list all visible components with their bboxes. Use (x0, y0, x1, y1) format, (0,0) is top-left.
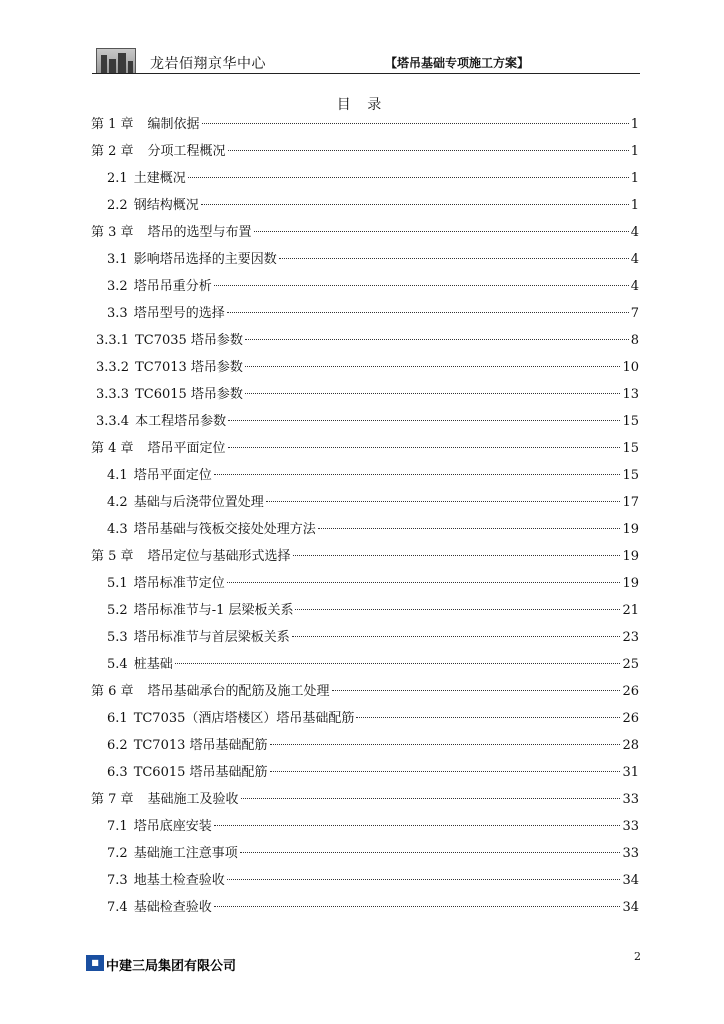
toc-entry-text: 影响塔吊选择的主要因数 (133, 252, 277, 267)
toc-entry-label (96, 381, 243, 408)
toc-leader-dots (188, 177, 629, 178)
toc-entry-page: 19 (622, 576, 639, 591)
toc-entry-page: 34 (622, 873, 639, 888)
toc-leader-dots (227, 582, 621, 583)
toc-entry-number: 第 4 章 (91, 441, 134, 456)
toc-entry-number: 第 7 章 (91, 792, 134, 807)
toc-entry-text: 塔吊的选型与布置 (147, 225, 252, 240)
toc-entry-number: 第 3 章 (91, 225, 134, 240)
toc-entry[interactable] (91, 597, 639, 624)
project-name: 龙岩佰翔京华中心 (150, 56, 266, 72)
toc-entry[interactable] (91, 273, 639, 300)
toc-entry-number: 7.2 (107, 846, 128, 861)
toc-entry-page: 28 (622, 738, 639, 753)
toc-entry-number: 6.2 (107, 738, 128, 753)
toc-entry-text: TC6015 塔吊参数 (135, 387, 243, 402)
toc-entry-number: 2.2 (107, 198, 128, 213)
toc-leader-dots (201, 204, 629, 205)
toc-entry[interactable] (91, 327, 639, 354)
toc-leader-dots (228, 150, 629, 151)
toc-entry-text: 塔吊标准节与首层梁板关系 (133, 630, 290, 645)
toc-leader-dots (175, 663, 621, 664)
toc-entry-number: 3.3.1 (96, 333, 130, 348)
toc-entry[interactable] (91, 894, 639, 921)
toc-entry-page: 34 (622, 900, 639, 915)
toc-entry-page: 8 (630, 333, 639, 348)
toc-entry[interactable] (91, 570, 639, 597)
toc-entry-page: 13 (622, 387, 639, 402)
toc-entry-label (107, 489, 264, 516)
toc-entry-page: 7 (630, 306, 639, 321)
toc-leader-dots (318, 528, 621, 529)
toc-entry-label (107, 516, 316, 543)
toc-entry-label (107, 597, 293, 624)
toc-leader-dots (214, 825, 621, 826)
document-title: 【塔吊基础专项施工方案】 (385, 56, 530, 70)
toc-entry[interactable] (91, 678, 639, 705)
toc-leader-dots (214, 285, 629, 286)
toc-entry-page: 4 (630, 225, 639, 240)
toc-entry-number: 第 1 章 (91, 117, 134, 132)
toc-entry-number: 3.3.4 (96, 414, 130, 429)
page-header (92, 42, 640, 76)
toc-entry-label (107, 867, 225, 894)
toc-entry-page: 15 (622, 468, 639, 483)
toc-entry-label (91, 678, 330, 705)
toc-entry[interactable] (91, 867, 639, 894)
toc-leader-dots (228, 447, 621, 448)
toc-leader-dots (240, 852, 621, 853)
page-number: 2 (634, 950, 641, 963)
toc-entry-label (91, 111, 200, 138)
toc-leader-dots (227, 312, 629, 313)
toc-entry[interactable] (91, 732, 639, 759)
toc-entry[interactable] (91, 624, 639, 651)
toc-entry-label (91, 138, 226, 165)
toc-entry-text: 塔吊定位与基础形式选择 (147, 549, 291, 564)
toc-entry-label (107, 894, 212, 921)
toc-entry-page: 15 (622, 414, 639, 429)
toc-entry-page: 33 (622, 819, 639, 834)
toc-entry-number: 4.3 (107, 522, 128, 537)
toc-entry-text: 塔吊平面定位 (147, 441, 226, 456)
toc-entry-page: 19 (622, 549, 639, 564)
toc-entry[interactable] (91, 489, 639, 516)
toc-entry-label (107, 165, 186, 192)
toc-leader-dots (245, 366, 621, 367)
toc-leader-dots (292, 636, 621, 637)
toc-entry-number: 2.1 (107, 171, 128, 186)
toc-entry-label (107, 840, 238, 867)
toc-entry-text: 塔吊标准节定位 (133, 576, 225, 591)
toc-entry-label (107, 705, 354, 732)
toc-entry-page: 4 (630, 279, 639, 294)
toc-leader-dots (356, 717, 620, 718)
toc-entry-page: 1 (630, 117, 639, 132)
toc-entry[interactable] (91, 138, 639, 165)
toc-entry-page: 19 (622, 522, 639, 537)
toc-entry-text: 钢结构概况 (133, 198, 199, 213)
toc-entry-text: 基础与后浇带位置处理 (133, 495, 264, 510)
toc-leader-dots (214, 906, 621, 907)
toc-entry-text: 基础施工及验收 (147, 792, 239, 807)
toc-entry-number: 第 5 章 (91, 549, 134, 564)
toc-leader-dots (266, 501, 621, 502)
toc-entry-text: TC6015 塔吊基础配筋 (133, 765, 268, 780)
toc-entry-label (107, 570, 225, 597)
toc-entry-text: 基础施工注意事项 (133, 846, 238, 861)
toc-entry-label (96, 327, 243, 354)
toc-entry-number: 6.3 (107, 765, 128, 780)
toc-entry-number: 7.1 (107, 819, 128, 834)
toc-leader-dots (245, 393, 621, 394)
toc-entry-label (107, 246, 277, 273)
toc-entry-text: 土建概况 (133, 171, 186, 186)
toc-entry-text: 塔吊底座安装 (133, 819, 212, 834)
toc-entry-page: 17 (622, 495, 639, 510)
toc-entry-label (107, 300, 225, 327)
toc-entry-text: 编制依据 (147, 117, 200, 132)
toc-leader-dots (295, 609, 620, 610)
toc-entry-number: 7.4 (107, 900, 128, 915)
toc-entry-text: 塔吊基础承台的配筋及施工处理 (147, 684, 330, 699)
toc-leader-dots (270, 771, 621, 772)
toc-leader-dots (254, 231, 629, 232)
toc-entry-page: 25 (622, 657, 639, 672)
toc-entry-number: 5.1 (107, 576, 128, 591)
toc-entry-text: 塔吊平面定位 (133, 468, 212, 483)
toc-entry[interactable] (91, 165, 639, 192)
toc-entry-page: 1 (630, 198, 639, 213)
toc-entry-number: 3.2 (107, 279, 128, 294)
toc-entry-number: 5.3 (107, 630, 128, 645)
toc-entry-label (91, 786, 239, 813)
toc-entry-number: 5.4 (107, 657, 128, 672)
toc-leader-dots (293, 555, 621, 556)
toc-entry-label (107, 624, 290, 651)
toc-entry[interactable] (91, 111, 639, 138)
toc-leader-dots (214, 474, 621, 475)
toc-entry-page: 33 (622, 792, 639, 807)
toc-entry-label (96, 408, 226, 435)
toc-entry[interactable] (91, 786, 639, 813)
toc-leader-dots (332, 690, 621, 691)
toc-entry-number: 5.2 (107, 603, 128, 618)
toc-entry-page: 26 (622, 684, 639, 699)
toc-entry[interactable] (91, 192, 639, 219)
toc-entry-page: 23 (622, 630, 639, 645)
toc-entry-page: 4 (630, 252, 639, 267)
toc-leader-dots (228, 420, 620, 421)
toc-entry-text: 基础检查验收 (133, 900, 212, 915)
toc-leader-dots (227, 879, 621, 880)
toc-entry-number: 第 6 章 (91, 684, 134, 699)
building-photo-logo (96, 48, 136, 74)
toc-entry-number: 7.3 (107, 873, 128, 888)
toc-entry[interactable] (91, 813, 639, 840)
toc-entry-label (107, 813, 212, 840)
toc-entry-number: 3.3.3 (96, 387, 130, 402)
toc-entry[interactable] (91, 462, 639, 489)
toc-entry-label (107, 732, 268, 759)
toc-entry-text: 桩基础 (133, 657, 173, 672)
table-of-contents (91, 111, 639, 921)
toc-entry-number: 3.3.2 (96, 360, 130, 375)
toc-entry-text: 本工程塔吊参数 (135, 414, 227, 429)
toc-entry-text: TC7035（酒店塔楼区）塔吊基础配筋 (133, 711, 355, 726)
toc-entry-text: 塔吊吊重分析 (133, 279, 212, 294)
toc-entry-number: 3.3 (107, 306, 128, 321)
toc-entry-label (91, 543, 291, 570)
toc-entry-page: 10 (622, 360, 639, 375)
company-logo-icon: ■ (86, 955, 104, 971)
toc-leader-dots (241, 798, 621, 799)
toc-entry-number: 第 2 章 (91, 144, 134, 159)
toc-entry-label (107, 462, 212, 489)
toc-entry-page: 21 (622, 603, 639, 618)
toc-entry-text: 塔吊基础与筏板交接处处理方法 (133, 522, 316, 537)
header-rule (92, 73, 640, 74)
toc-entry-page: 33 (622, 846, 639, 861)
toc-entry[interactable] (91, 543, 639, 570)
toc-entry-page: 15 (622, 441, 639, 456)
toc-entry[interactable] (91, 759, 639, 786)
toc-entry[interactable] (91, 705, 639, 732)
toc-entry-number: 6.1 (107, 711, 128, 726)
toc-leader-dots (279, 258, 629, 259)
toc-entry[interactable] (91, 246, 639, 273)
toc-entry[interactable] (91, 840, 639, 867)
toc-entry-text: TC7035 塔吊参数 (135, 333, 243, 348)
toc-entry-number: 3.1 (107, 252, 128, 267)
toc-entry-text: TC7013 塔吊基础配筋 (133, 738, 268, 753)
toc-entry-label (91, 435, 226, 462)
toc-entry-label (107, 192, 199, 219)
toc-entry-label (96, 354, 243, 381)
toc-entry[interactable] (91, 219, 639, 246)
toc-title: 目 录 (336, 97, 388, 113)
toc-entry[interactable] (91, 408, 639, 435)
toc-entry-page: 1 (630, 171, 639, 186)
toc-entry[interactable] (91, 300, 639, 327)
toc-entry-label (107, 759, 268, 786)
toc-entry[interactable] (91, 435, 639, 462)
toc-entry[interactable] (91, 381, 639, 408)
toc-entry-number: 4.1 (107, 468, 128, 483)
toc-entry-text: TC7013 塔吊参数 (135, 360, 243, 375)
toc-entry-label (107, 651, 173, 678)
toc-entry-label (107, 273, 212, 300)
company-name: 中建三局集团有限公司 (106, 959, 237, 974)
toc-entry-page: 26 (622, 711, 639, 726)
toc-entry[interactable] (91, 354, 639, 381)
toc-entry-text: 地基土检查验收 (133, 873, 225, 888)
toc-leader-dots (202, 123, 629, 124)
toc-entry-text: 塔吊型号的选择 (133, 306, 225, 321)
toc-entry-number: 4.2 (107, 495, 128, 510)
toc-leader-dots (270, 744, 621, 745)
toc-entry[interactable] (91, 651, 639, 678)
toc-leader-dots (245, 339, 629, 340)
toc-entry-text: 分项工程概况 (147, 144, 226, 159)
toc-entry[interactable] (91, 516, 639, 543)
toc-entry-label (91, 219, 252, 246)
toc-entry-page: 31 (622, 765, 639, 780)
toc-entry-text: 塔吊标准节与-1 层梁板关系 (133, 603, 294, 618)
toc-entry-page: 1 (630, 144, 639, 159)
